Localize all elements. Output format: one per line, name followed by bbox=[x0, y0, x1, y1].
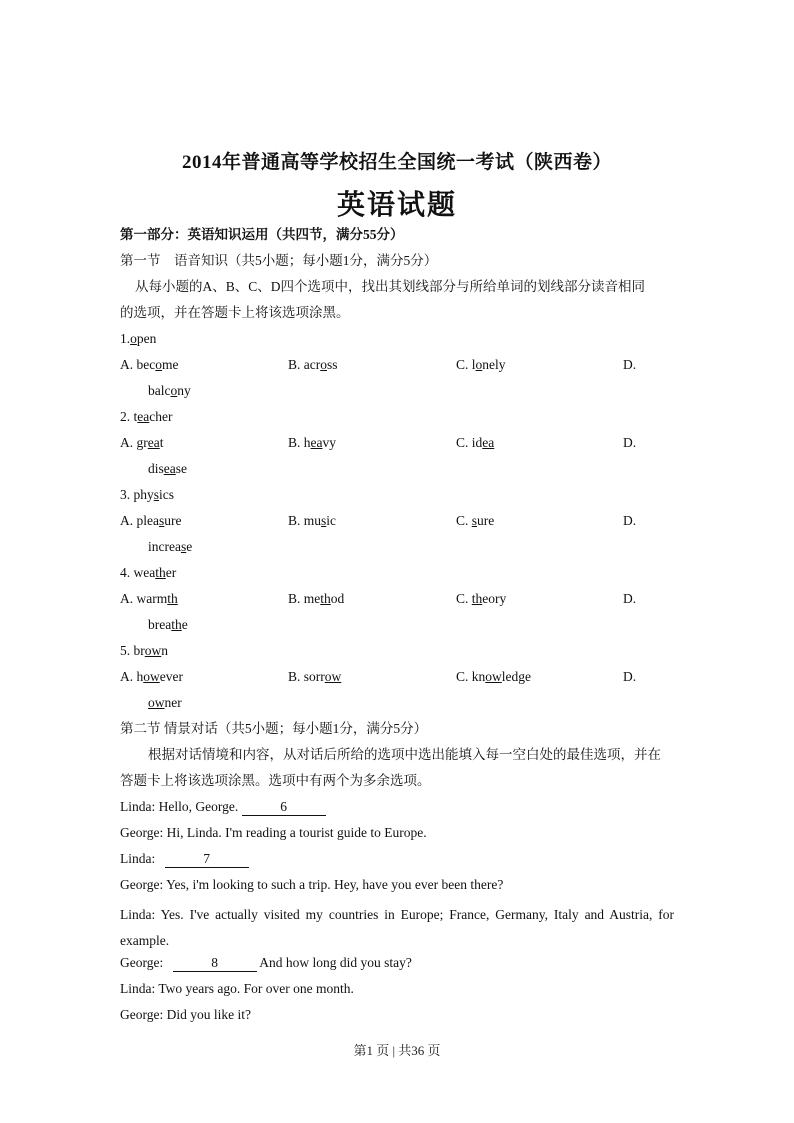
question-2-option-d[interactable]: disease bbox=[148, 461, 187, 476]
dialogue-line-8: George: Did you like it? bbox=[120, 1007, 251, 1022]
dialogue-line-4: George: Yes, i'm looking to such a trip. Hey, have you ever been there? bbox=[120, 877, 504, 892]
section2-instruction-line1: 根据对话情境和内容，从对话后所给的选项中选出能填入每一空白处的最佳选项，并在 bbox=[148, 747, 661, 762]
question-5-option-b[interactable]: B. sorrow bbox=[288, 669, 342, 684]
question-2-option-a[interactable]: A. great bbox=[120, 435, 164, 450]
blank-7[interactable]: 7 bbox=[165, 851, 249, 868]
dialogue-line-6: George: 8 And how long did you stay? bbox=[120, 955, 412, 970]
question-4-option-c[interactable]: C. theory bbox=[456, 591, 507, 606]
question-4-option-b[interactable]: B. method bbox=[288, 591, 345, 606]
question-5-option-d[interactable]: owner bbox=[148, 695, 182, 710]
exam-subject-title: 英语试题 bbox=[336, 190, 457, 221]
part1-heading: 第一部分：英语知识运用（共四节，满分55分） bbox=[120, 227, 404, 242]
question-3-stem: 3. physics bbox=[120, 487, 175, 502]
blank-6[interactable]: 6 bbox=[242, 799, 326, 816]
dialogue-line-3: Linda: 7 bbox=[120, 850, 249, 868]
section1-instruction-line1: 从每小题的A、B、C、D四个选项中，找出其划线部分与所给单词的划线部分读音相同 bbox=[135, 279, 646, 294]
question-5-option-c[interactable]: C. knowledge bbox=[456, 669, 532, 684]
question-2-option-b[interactable]: B. heavy bbox=[288, 435, 336, 450]
question-5-stem: 5. brown bbox=[120, 643, 168, 658]
dialogue-line-5: Linda: Yes. I've actually visited my countries in Europe; France, Germany, Italy and Austria, for example. bbox=[120, 907, 674, 948]
question-4-option-d[interactable]: breathe bbox=[148, 617, 188, 632]
question-3-option-c[interactable]: C. sure bbox=[456, 513, 495, 528]
question-4-option-a[interactable]: A. warmth bbox=[120, 591, 178, 606]
question-1-option-b[interactable]: B. across bbox=[288, 357, 338, 372]
question-1-option-d[interactable]: balcony bbox=[148, 383, 191, 398]
question-1-option-c[interactable]: C. lonely bbox=[456, 357, 506, 372]
question-3-option-a[interactable]: A. pleasure bbox=[120, 513, 182, 528]
question-1-option-a[interactable]: A. become bbox=[120, 357, 179, 372]
question-3-option-d-label[interactable]: D. bbox=[623, 513, 637, 528]
question-5-option-d-label[interactable]: D. bbox=[623, 669, 637, 684]
dialogue-line-1: Linda: Hello, George. 6 bbox=[120, 798, 326, 816]
section2-instruction-line2: 答题卡上将该选项涂黑。选项中有两个为多余选项。 bbox=[120, 773, 431, 788]
section1-heading: 第一节 语音知识（共5小题；每小题1分，满分5分） bbox=[120, 253, 438, 268]
section2-heading: 第二节 情景对话（共5小题；每小题1分，满分5分） bbox=[120, 721, 428, 736]
question-2-stem: 2. teacher bbox=[120, 409, 173, 424]
question-3-option-b[interactable]: B. music bbox=[288, 513, 337, 528]
question-4-stem: 4. weather bbox=[120, 565, 177, 580]
page-footer: 第1 页 | 共36 页 bbox=[353, 1043, 441, 1058]
question-1-stem: 1.open bbox=[120, 331, 157, 346]
blank-8[interactable]: 8 bbox=[173, 955, 257, 972]
dialogue-line-7: Linda: Two years ago. For over one month. bbox=[120, 981, 354, 996]
exam-title: 2014年普通高等学校招生全国统一考试（陕西卷） bbox=[181, 152, 612, 173]
question-4-option-d-label[interactable]: D. bbox=[623, 591, 637, 606]
question-3-option-d[interactable]: increase bbox=[148, 539, 193, 554]
section1-instruction-line2: 的选项，并在答题卡上将该选项涂黑。 bbox=[120, 305, 350, 320]
question-1-option-d-label[interactable]: D. bbox=[623, 357, 637, 372]
question-2-option-c[interactable]: C. idea bbox=[456, 435, 495, 450]
dialogue-line-2: George: Hi, Linda. I'm reading a tourist guide to Europe. bbox=[120, 825, 427, 840]
question-5-option-a[interactable]: A. however bbox=[120, 669, 183, 684]
question-2-option-d-label[interactable]: D. bbox=[623, 435, 637, 450]
